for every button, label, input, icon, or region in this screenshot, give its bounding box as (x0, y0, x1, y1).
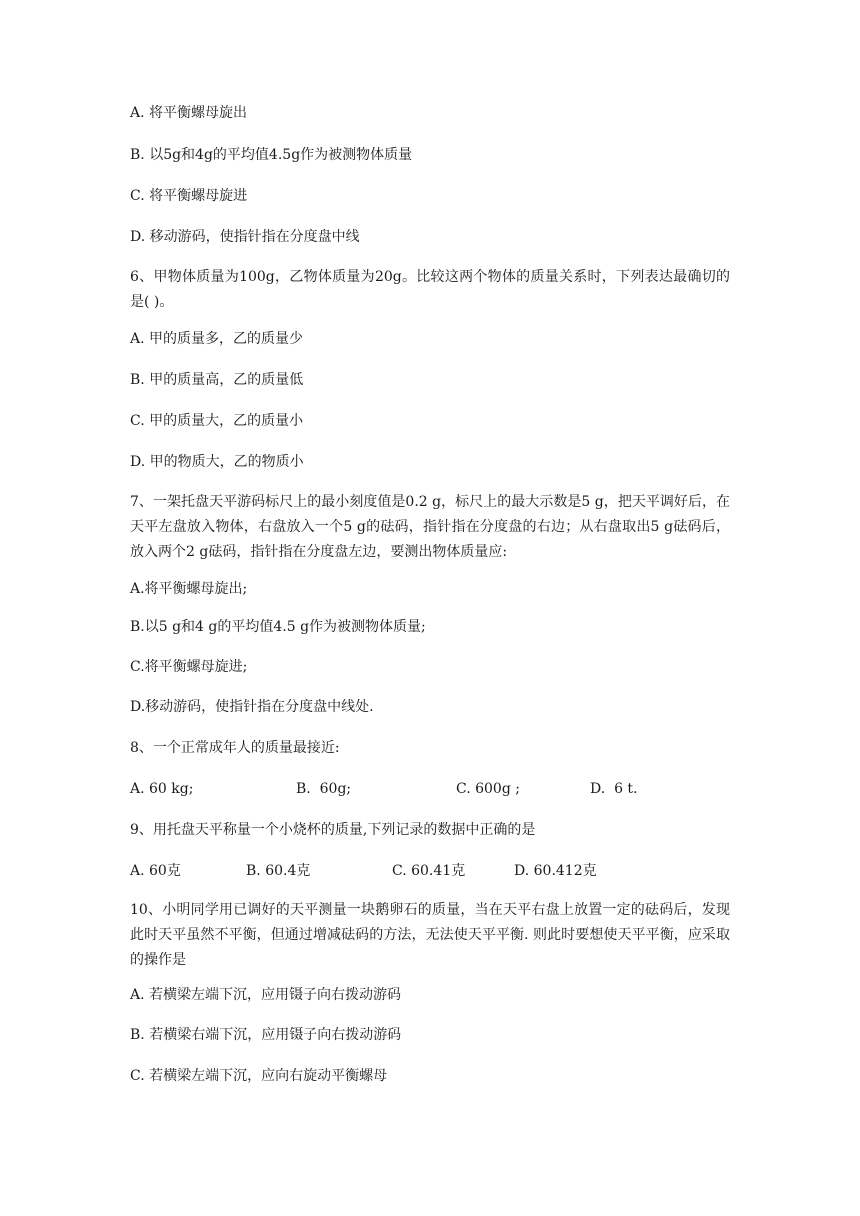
q10-stem: 10、小明同学用已调好的天平测量一块鹅卵石的质量，当在天平右盘上放置一定的砝码后，发现此时天平虽然不平衡，但通过增减砝码的方法，无法使天平平衡. 则此时要想使天平平衡，应采取的操作是 (130, 902, 730, 968)
q7-option-b: B.以5 g和4 g的平均值4.5 g作为被测物体质量; (130, 619, 426, 635)
q9-stem: 9、用托盘天平称量一个小烧杯的质量,下列记录的数据中正确的是 (130, 822, 536, 838)
q5-option-d: D. 移动游码，使指针指在分度盘中线 (130, 229, 360, 245)
q6-option-c: C. 甲的质量大，乙的质量小 (130, 413, 304, 429)
q6-option-b: B. 甲的质量高，乙的质量低 (130, 372, 304, 388)
q7-option-d: D.移动游码，使指针指在分度盘中线处. (130, 699, 374, 715)
q8-option-b: B. 60g; (296, 781, 352, 797)
q8-option-a: A. 60 kg; (130, 781, 194, 797)
q8-stem: 8、一个正常成年人的质量最接近: (130, 740, 340, 756)
q5-option-c: C. 将平衡螺母旋进 (130, 188, 248, 204)
q9-option-d: D. 60.412克 (514, 863, 597, 879)
q10-option-a: A. 若横梁左端下沉，应用镊子向右拨动游码 (130, 987, 402, 1003)
q6-option-a: A. 甲的质量多，乙的质量少 (130, 331, 304, 347)
q5-option-a: A. 将平衡螺母旋出 (130, 105, 248, 121)
q9-option-b: B. 60.4克 (246, 863, 311, 879)
q9-option-a: A. 60克 (130, 863, 181, 879)
q5-option-b: B. 以5g和4g的平均值4.5g作为被测物体质量 (130, 147, 413, 163)
q8-option-c: C. 600g ; (456, 781, 520, 797)
q7-stem: 7、一架托盘天平游码标尺上的最小刻度值是0.2 g，标尺上的最大示数是5 g，把天平调好后，在天平左盘放入物体，右盘放入一个5 g的砝码，指针指在分度盘的右边；从右盘取出5 g砝码后，放入两个2 g砝码，指针指在分度盘左边，要测出物体质量应: (130, 494, 730, 560)
q6-option-d: D. 甲的物质大，乙的物质小 (130, 454, 304, 470)
q10-option-c: C. 若横梁左端下沉，应向右旋动平衡螺母 (130, 1068, 388, 1084)
q10-option-b: B. 若横梁右端下沉，应用镊子向右拨动游码 (130, 1027, 402, 1043)
q9-options-row (130, 861, 750, 881)
q8-options-row (130, 779, 750, 799)
q7-option-a: A.将平衡螺母旋出; (130, 581, 248, 597)
q6-stem: 6、甲物体质量为100g，乙物体质量为20g。比较这两个物体的质量关系时，下列表达最确切的是( )。 (130, 269, 730, 310)
q8-option-d: D. 6 t. (590, 781, 638, 797)
q7-option-c: C.将平衡螺母旋进; (130, 659, 248, 675)
q9-option-c: C. 60.41克 (392, 863, 466, 879)
